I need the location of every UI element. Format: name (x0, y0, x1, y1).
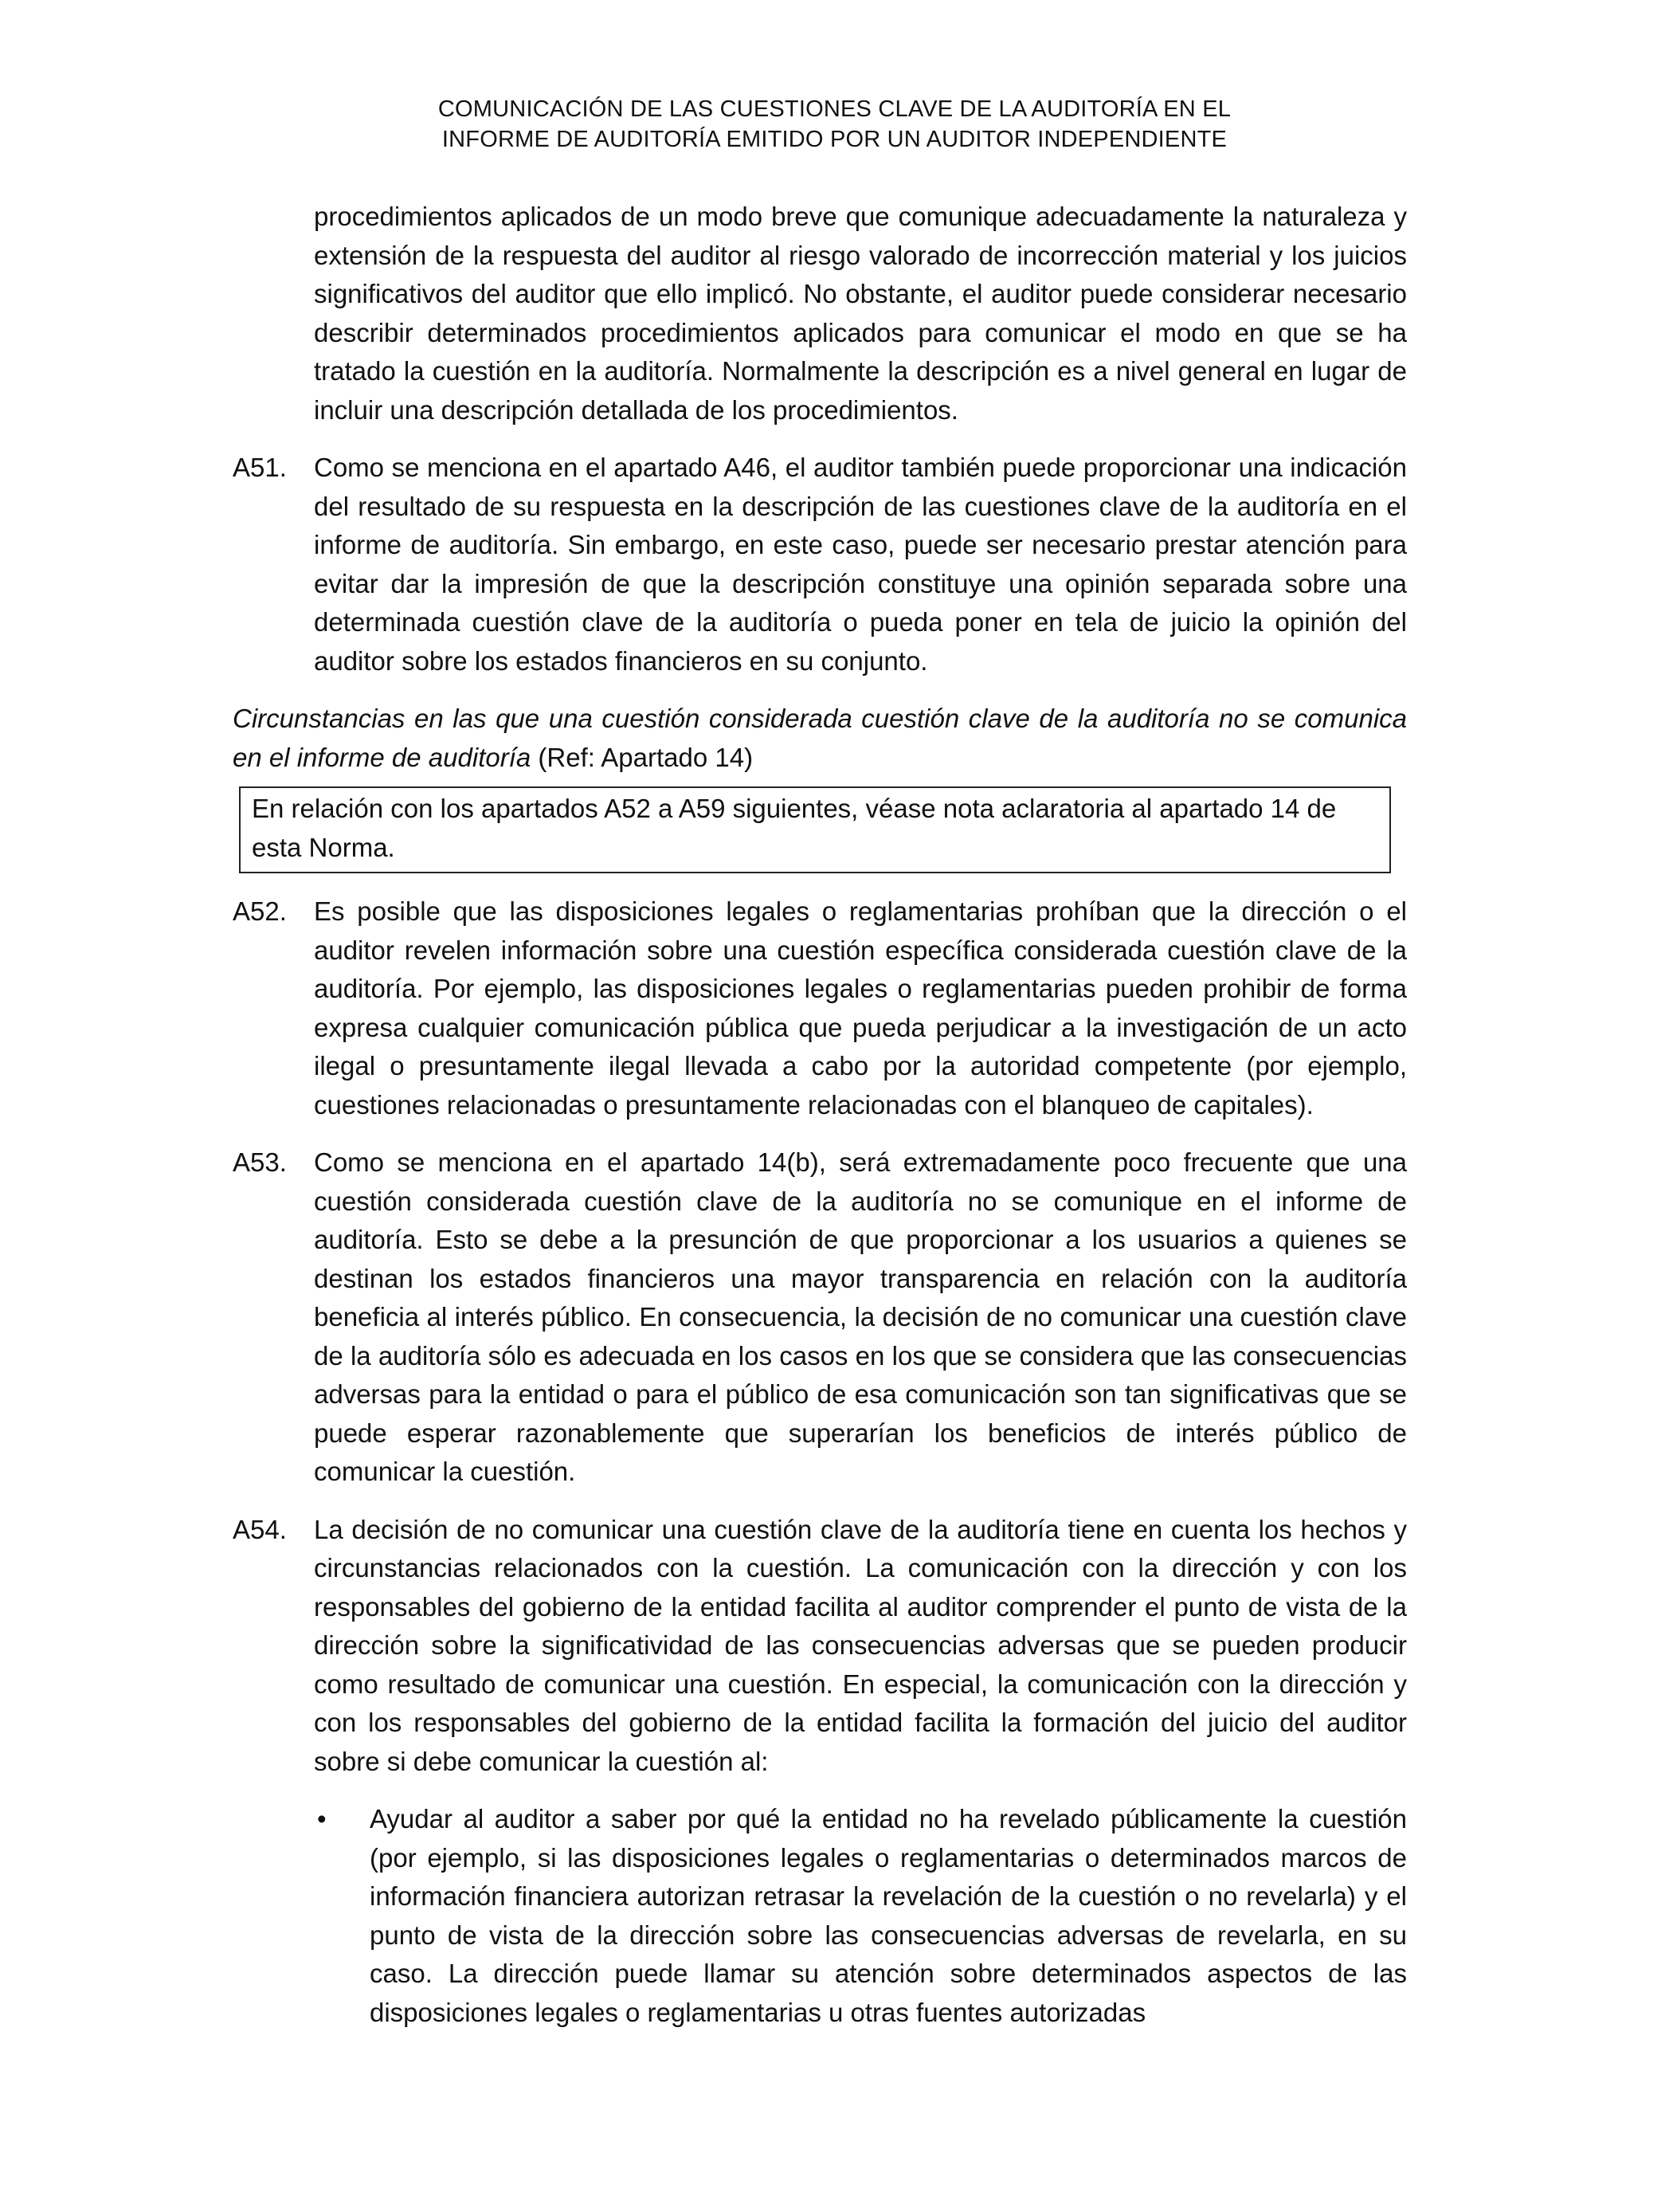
note-box (239, 786, 1391, 873)
paragraph-text: Como se menciona en el apartado A46, el auditor también puede proporcionar una indicación del resultado de su respuesta en la descripción de las cuestiones clave de la auditoría en el informe de auditoría. Sin embargo, en este caso, puede ser necesario prestar atención para evitar dar la impresión de que la descripción constituye una opinión separada sobre una determinada cuestión clave de la auditoría o pueda poner en tela de juicio la opinión del auditor sobre los estados financieros en su conjunto. (314, 453, 1407, 676)
paragraph-number: A52. (233, 896, 287, 926)
bullet-text: Ayudar al auditor a saber por qué la entidad no ha revelado públicamente la cuestión (por ejemplo, si las disposiciones legales o reglamentarias o determinados marcos de información financiera autorizan retrasar la revelación de la cuestión o no revelarla) y el punto de vista de la dirección sobre las consecuencias adversas de revelarla, en su caso. La dirección puede llamar su atención sobre determinados aspectos de las disposiciones legales o reglamentarias u otras fuentes autorizadas (370, 1804, 1407, 2027)
bullet-mark: • (317, 1804, 327, 1834)
document-body (233, 198, 1407, 2032)
section-heading (233, 700, 1407, 777)
note-box-text: En relación con los apartados A52 a A59 siguientes, véase nota aclaratoria al apartado 14 de esta Norma. (252, 794, 1337, 862)
paragraph-number: A51. (233, 453, 287, 482)
paragraph-a53 (233, 1143, 1407, 1492)
page-header (0, 94, 1669, 155)
paragraph-text: Es posible que las disposiciones legales o reglamentarias prohíban que la dirección o el auditor revelen información sobre una cuestión específica considerada cuestión clave de la auditoría. Por ejemplo, las disposiciones legales o reglamentarias pueden prohibir de forma expresa cualquier comunicación pública que pueda perjudicar a la investigación de un acto ilegal o presuntamente ilegal llevada a cabo por la autoridad competente (por ejemplo, cuestiones relacionadas o presuntamente relacionadas con el blanqueo de capitales). (314, 896, 1407, 1120)
intro-continuation: procedimientos aplicados de un modo breve que comunique adecuadamente la naturaleza y extensión de la respuesta del auditor al riesgo valorado de incorrección material y los juicios significativos del auditor que ello implicó. No obstante, el auditor puede considerar necesario describir determinados procedimientos aplicados para comunicar el modo en que se ha tratado la cuestión en la auditoría. Normalmente la descripción es a nivel general en lugar de incluir una descripción detallada de los procedimientos. (314, 202, 1407, 425)
section-heading-italic: Circunstancias en las que una cuestión considerada cuestión clave de la auditoría no se comunica en el informe de auditoría (233, 704, 1407, 772)
paragraph-text: Como se menciona en el apartado 14(b), será extremadamente poco frecuente que una cuestión considerada cuestión clave de la auditoría no se comunique en el informe de auditoría. Esto se debe a la presunción de que proporcionar a los usuarios a quienes se destinan los estados financieros una mayor transparencia en relación con la auditoría beneficia al interés público. En consecuencia, la decisión de no comunicar una cuestión clave de la auditoría sólo es adecuada en los casos en los que se considera que las consecuencias adversas para la entidad o para el público de esa comunicación son tan significativas que se puede esperar razonablemente que superarían los beneficios de interés público de comunicar la cuestión. (314, 1147, 1407, 1486)
paragraph-text: La decisión de no comunicar una cuestión clave de la auditoría tiene en cuenta los hechos y circunstancias relacionados con la cuestión. La comunicación con la dirección y con los responsables del gobierno de la entidad facilita al auditor comprender el punto de vista de la dirección sobre la significatividad de las consecuencias adversas que se pueden producir como resultado de comunicar una cuestión. En especial, la comunicación con la dirección y con los responsables del gobierno de la entidad facilita la formación del juicio del auditor sobre si debe comunicar la cuestión al: (314, 1514, 1407, 1776)
paragraph-number: A53. (233, 1147, 287, 1177)
paragraph-number: A54. (233, 1514, 287, 1544)
paragraph-a54 (233, 1511, 1407, 1782)
header-line-2: INFORME DE AUDITORÍA EMITIDO POR UN AUDITOR INDEPENDIENTE (441, 127, 1228, 152)
paragraph-a51 (233, 449, 1407, 680)
bullet-item (314, 1800, 1407, 2032)
paragraph-a52 (233, 892, 1407, 1124)
section-heading-ref: (Ref: Apartado 14) (531, 742, 754, 772)
header-line-1: COMUNICACIÓN DE LAS CUESTIONES CLAVE DE LA AUDITORÍA EN EL (437, 96, 1232, 122)
